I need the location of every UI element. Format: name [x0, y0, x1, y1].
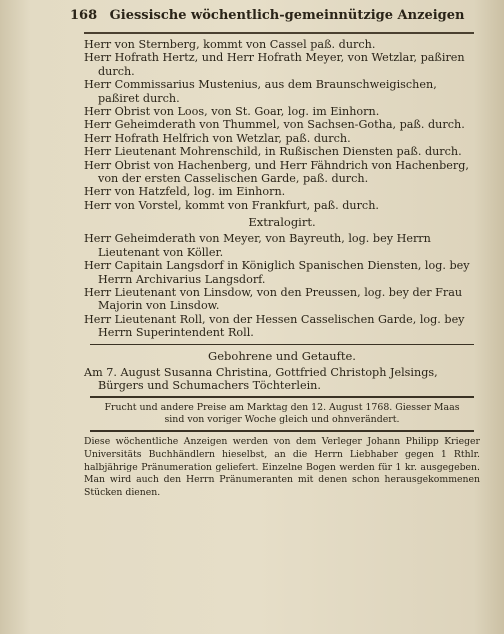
- price-note-line: sind von voriger Woche gleich und ohnverändert.: [164, 414, 400, 426]
- arrival-entry: Herr von Hatzfeld, log. im Einhorn.: [84, 185, 286, 199]
- extralogirt-entry: Herr Geheimderath von Meyer, von Bayreuth, log. bey Herrn Lieutenant von Köller.: [84, 232, 431, 259]
- arrivals-list: [84, 38, 480, 499]
- births-heading: Gebohrene und Getaufte.: [208, 348, 356, 363]
- extralogirt-entry: Herr Capitain Langsdorf in Königlich Spanischen Diensten, log. bey Herrn Archivarius Langsdorf.: [84, 259, 470, 286]
- arrival-entry: Herr Lieutenant Mohrenschild, in Rußischen Diensten paß. durch.: [84, 145, 462, 159]
- price-note-line: Frucht und andere Preise am Marktag den 12. August 1768. Giesser Maas: [104, 402, 460, 414]
- section-divider: [90, 430, 474, 432]
- section-divider: [90, 396, 474, 398]
- publication-title: Giessische wöchentlich-gemeinnützige Anzeigen: [109, 8, 465, 23]
- arrival-entry: Herr Hofrath Hertz, und Herr Hofrath Meyer, von Wetzlar, paßiren durch.: [84, 51, 465, 78]
- arrival-entry: Herr von Sternberg, kommt von Cassel paß. durch.: [84, 38, 376, 51]
- birth-entry: Am 7. August Susanna Christina, Gottfried Christoph Jelsings, Bürgers und Schumachers Töchterlein.: [84, 365, 438, 392]
- page-number: 168: [70, 8, 98, 23]
- header-rule: [84, 32, 474, 34]
- arrival-entry: Herr Commissarius Mustenius, aus dem Braunschweigischen, paßiret durch.: [84, 78, 437, 105]
- subscription-notice: Diese wöchentliche Anzeigen werden von dem Verleger Johann Philipp Krieger Universitäts Buchhändlern hieselbst, an die Herrn Liebhaber gegen 1 Rthlr. halbjährige Pränumeration geliefert. Einzelne Bogen werden für 1 kr. ausgegeben. Man wird auch den Herrn Pränumeranten mit denen schon herausgekommenen Stücken dienen.: [84, 436, 480, 498]
- section-divider: [90, 344, 474, 345]
- arrival-entry: Herr Obrist von Hachenberg, und Herr Fähndrich von Hachenberg, von der ersten Casselischen Garde, paß. durch.: [84, 158, 469, 186]
- arrival-entry: Herr Geheimderath von Thummel, von Sachsen-Gotha, paß. durch.: [84, 118, 465, 132]
- extralogirt-entry: Herr Lieutenant von Linsdow, von den Preussen, log. bey der Frau Majorin von Linsdow.: [84, 285, 463, 313]
- arrival-entry: Herr Hofrath Helfrich von Wetzlar, paß. durch.: [84, 131, 351, 145]
- page-header: [70, 8, 490, 30]
- arrival-entry: Herr Obrist von Loos, von St. Goar, log. im Einhorn.: [84, 105, 380, 119]
- extralogirt-entry: Herr Lieutenant Roll, von der Hessen Casselischen Garde, log. bey Herrn Superintendent Roll.: [84, 312, 465, 340]
- extralogirt-heading: Extralogirt.: [248, 215, 316, 230]
- arrival-entry: Herr von Vorstel, kommt von Frankfurt, paß. durch.: [84, 198, 379, 212]
